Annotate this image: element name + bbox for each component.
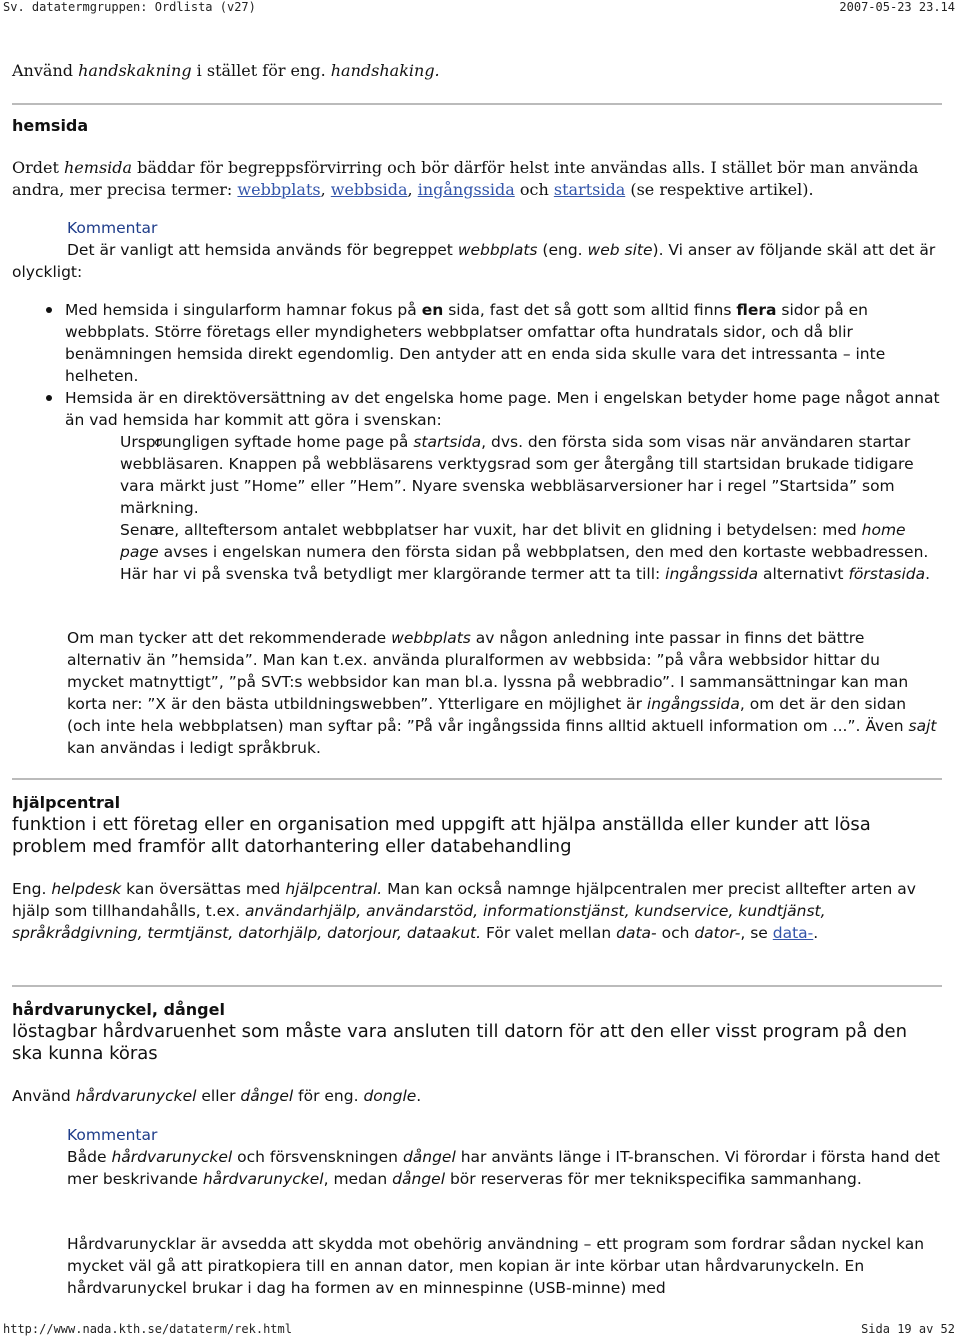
entry-heading-hemsida: hemsida: [12, 116, 89, 135]
divider: [12, 985, 942, 987]
hardvarunyckel-definition: löstagbar hårdvaruenhet som måste vara ansluten till datorn för att den eller visst program på den ska kunna köras: [12, 1021, 908, 1064]
intro-line: Använd handskakning i stället för eng. handshaking.: [12, 61, 440, 80]
hardvarunyckel-paragraph-2: Både hårdvarunyckel och försvenskningen dångel har använts länge i IT-branschen. Vi förordar i första hand det mer beskrivande hårdvarunyckel, medan dångel bör reserveras för mer teknikspecifika sammanhang.: [67, 1148, 940, 1188]
link-data[interactable]: data-: [772, 924, 814, 942]
link-webbplats[interactable]: webbplats: [237, 180, 321, 199]
print-datetime: 2007-05-23 23.14: [839, 0, 955, 14]
link-webbsida[interactable]: webbsida: [330, 180, 408, 199]
entry-heading-hjalpcentral: hjälpcentral: [12, 793, 121, 812]
kommentar-label: Kommentar: [67, 219, 158, 237]
link-ingangssida[interactable]: ingångssida: [417, 180, 515, 199]
kommentar-label: Kommentar: [67, 1126, 158, 1144]
hardvarunyckel-usage: Använd hårdvarunyckel eller dångel för eng. dongle.: [12, 1087, 422, 1105]
print-footer: [3, 1322, 955, 1336]
divider: [12, 778, 942, 780]
hardvarunyckel-paragraph-3: Hårdvarunycklar är avsedda att skydda mot obehörig användning – ett program som fordrar sådan nyckel kan mycket väl gå att piratkopiera till en annan dator, men kopian är inte körbar utan hårdvarunyckeln. En hårdvarunyckel brukar i dag ha formen av en minnespinne (USB-minne) med: [67, 1235, 925, 1297]
hjalpcentral-paragraph: Eng. helpdesk kan översättas med hjälpcentral. Man kan också namnge hjälpcentralen mer precist alltefter arten av hjälp som tillhandahålls, t.ex. användarhjälp, användarstöd, informationstjänst, kundservice, kundtjänst, språkrådgivning, termtjänst, datorhjälp, datorjour, dataakut. För valet mellan data- och dator-, se data-.: [12, 880, 916, 942]
entry-heading-hardvarunyckel: hårdvarunyckel, dångel: [12, 1000, 225, 1019]
hemsida-reasons-list: [65, 299, 940, 585]
list-item: Ursprungligen syftade home page på startsida, dvs. den första sida som visas när användaren startar webbläsaren. Knappen på webbläsarens verktygsrad som ger återgång till startsidan brukade tidigare vara märkt just ”Home” eller ”Hem”. Nyare svenska webbläsarversioner har i regel ”Startsida” som märkning.: [65, 431, 940, 519]
page-url: http://www.nada.kth.se/dataterm/rek.html: [3, 1322, 292, 1336]
sub-list: [65, 431, 940, 585]
hemsida-paragraph-1: Ordet hemsida bäddar för begreppsförvirring och bör därför helst inte användas alls. I stället bör man använda andra, mer precisa termer: webbplats, webbsida, ingångssida och startsida (se respektive artikel).: [12, 158, 919, 199]
divider: [12, 103, 942, 105]
list-item: Senare, allteftersom antalet webbplatser har vuxit, har det blivit en glidning i betydelsen: med home page avses i engelskan numera den första sidan på webbplatsen, den med den kortaste webbadressen. Här har vi på svenska två betydligt mer klargörande termer att ta till: ingångssida alternativt förstasida.: [65, 519, 940, 585]
hemsida-paragraph-2: Det är vanligt att hemsida används för begreppet webbplats (eng. web site). Vi anser av följande skäl att det är olyckligt:: [12, 241, 936, 281]
print-header: [3, 0, 955, 14]
list-item: Med hemsida i singularform hamnar fokus på en sida, fast det så gott som alltid finns flera sidor på en webbplats. Större företags eller myndigheters webbplatser omfattar ofta hundratals sidor, och då blir benämningen hemsida direkt egendomlig. Den antyder att en enda sida skulle vara det intressanta – inte helheten.: [10, 299, 940, 387]
hjalpcentral-definition: funktion i ett företag eller en organisation med uppgift att hjälpa anställda eller kunder att lösa problem med framför allt datorhantering eller databehandling: [12, 814, 871, 857]
document-title: Sv. datatermgruppen: Ordlista (v27): [3, 0, 256, 14]
page-number: Sida 19 av 52: [861, 1322, 955, 1336]
hemsida-paragraph-3: Om man tycker att det rekommenderade webbplats av någon anledning inte passar in finns det bättre alternativ än ”hemsida”. Man kan t.ex. använda pluralformen av webbsida: ”på våra webbsidor hittar du mycket matnyttigt”, ”på SVT:s webbsidor kan man bl.a. lyssna på webbradio”. I sammansättningar kan man korta ner: ”X är den bästa utbildningswebben”. Ytterligare en möjlighet är ingångssida, om det är den sidan (och inte hela webbplatsen) man syftar på: ”På vår ingångssida finns alltid aktuell information om ...”. Även sajt kan användas i ledigt språkbruk.: [67, 629, 937, 757]
link-startsida[interactable]: startsida: [553, 180, 626, 199]
list-item: Hemsida är en direktöversättning av det engelska home page. Men i engelskan betyder home page något annat än vad hemsida har kommit att göra i svenskan: Ursprungligen syftade home page på startsida, dvs. den första sida som visas när användaren startar webbläsaren. Knappen på webbläsarens verktygsrad som ger återgång till startsidan brukade tidigare vara märkt just ”Home” eller ”Hem”. Nyare svenska webbläsarversioner har i regel ”Startsida” som märkning. Senare, allteftersom antalet webbplatser har vuxit, har det blivit en glidning i betydelsen: med home page avses i engelskan numera den första sidan på webbplatsen, den med den kortaste webbadressen. Här har vi på svenska två betydligt mer klargörande termer att ta till: ingångssida alternativt förstasida.: [10, 387, 940, 585]
